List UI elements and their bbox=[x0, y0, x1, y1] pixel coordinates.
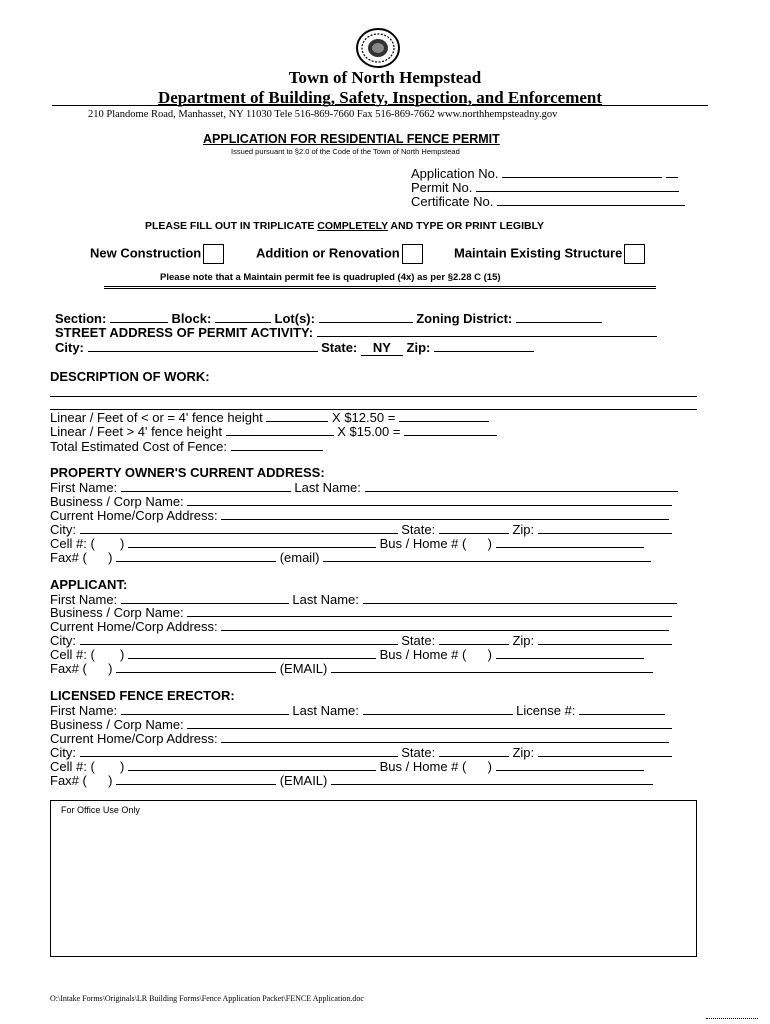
form-title: APPLICATION FOR RESIDENTIAL FENCE PERMIT bbox=[203, 132, 500, 146]
location-state-field[interactable]: NY bbox=[361, 340, 403, 356]
erector-heading: LICENSED FENCE ERECTOR: bbox=[50, 688, 235, 703]
certificate-no-label: Certificate No. bbox=[411, 194, 494, 209]
applicant-heading: APPLICANT: bbox=[50, 577, 128, 592]
applicant-bus-field[interactable] bbox=[496, 647, 644, 659]
erector-phone-row: Cell #: ( ) Bus / Home # ( ) bbox=[50, 759, 644, 774]
owner-address-field[interactable] bbox=[221, 508, 669, 520]
owner-phone-row: Cell #: ( ) Bus / Home # ( ) bbox=[50, 536, 644, 551]
total-cost-row: Total Estimated Cost of Fence: bbox=[50, 439, 323, 454]
erector-bus-field[interactable] bbox=[496, 759, 644, 771]
location-zip-field[interactable] bbox=[434, 340, 534, 352]
erector-zip-field[interactable] bbox=[538, 745, 672, 757]
owner-fax-field[interactable] bbox=[116, 550, 276, 562]
applicant-fax-area-field[interactable] bbox=[90, 662, 104, 673]
erector-name-row: First Name: Last Name: License #: bbox=[50, 703, 665, 718]
owner-bus-area-field[interactable] bbox=[470, 537, 484, 548]
erector-email-field[interactable] bbox=[331, 773, 653, 785]
department-name: Department of Building, Safety, Inspection, and Enforcement bbox=[157, 88, 603, 107]
owner-address-row: Current Home/Corp Address: bbox=[50, 508, 669, 523]
header-rule bbox=[52, 105, 708, 106]
applicant-address-row: Current Home/Corp Address: bbox=[50, 619, 669, 634]
erector-last-name-field[interactable] bbox=[363, 703, 513, 715]
owner-bus-field[interactable] bbox=[496, 536, 644, 548]
erector-license-field[interactable] bbox=[579, 703, 665, 715]
erector-fax-field[interactable] bbox=[116, 773, 276, 785]
owner-zip-field[interactable] bbox=[538, 522, 672, 534]
certificate-no-field[interactable] bbox=[497, 194, 685, 206]
applicant-city-field[interactable] bbox=[80, 633, 398, 645]
applicant-email-field[interactable] bbox=[331, 661, 653, 673]
applicant-cell-area-field[interactable] bbox=[98, 648, 116, 659]
erector-address-field[interactable] bbox=[221, 731, 669, 743]
owner-city-row: City: State: Zip: bbox=[50, 522, 672, 537]
location-city-field[interactable] bbox=[88, 340, 318, 352]
footer-mark bbox=[706, 1018, 758, 1019]
applicant-state-field[interactable] bbox=[439, 633, 509, 645]
permit-no-label: Permit No. bbox=[411, 180, 473, 195]
owner-heading: PROPERTY OWNER'S CURRENT ADDRESS: bbox=[50, 465, 325, 480]
owner-business-row: Business / Corp Name: bbox=[50, 494, 672, 509]
addition-option: Addition or Renovation bbox=[256, 244, 423, 264]
applicant-last-name-field[interactable] bbox=[363, 592, 677, 604]
city-row: City: State: NY Zip: bbox=[55, 340, 534, 356]
owner-fax-area-field[interactable] bbox=[90, 551, 104, 562]
maintain-checkbox[interactable] bbox=[624, 244, 645, 264]
erector-fax-area-field[interactable] bbox=[90, 774, 104, 785]
fill-instructions: PLEASE FILL OUT IN TRIPLICATE COMPLETELY AND TYPE OR PRINT LEGIBLY bbox=[145, 220, 545, 232]
issued-note: Issued pursuant to §2.0 of the Code of the Town of North Hempstead bbox=[231, 147, 460, 156]
erector-state-field[interactable] bbox=[439, 745, 509, 757]
street-row: STREET ADDRESS OF PERMIT ACTIVITY: bbox=[55, 325, 657, 340]
owner-cell-area-field[interactable] bbox=[98, 537, 116, 548]
erector-city-field[interactable] bbox=[80, 745, 398, 757]
applicant-business-row: Business / Corp Name: bbox=[50, 605, 672, 620]
street-address-field[interactable] bbox=[317, 325, 657, 337]
lots-field[interactable] bbox=[319, 311, 413, 323]
application-no-field[interactable] bbox=[502, 166, 662, 178]
owner-last-name-field[interactable] bbox=[365, 480, 678, 492]
application-no-row bbox=[411, 166, 678, 181]
maintain-option: Maintain Existing Structure bbox=[454, 244, 645, 264]
applicant-first-name-field[interactable] bbox=[121, 592, 289, 604]
fee1-feet-field[interactable] bbox=[266, 410, 328, 422]
erector-first-name-field[interactable] bbox=[121, 703, 289, 715]
erector-fax-row: Fax# ( ) (EMAIL) bbox=[50, 773, 653, 788]
department-address: 210 Plandome Road, Manhasset, NY 11030 Tele 516-869-7660 Fax 516-869-7662 www.northhempsteadny.gov bbox=[88, 109, 558, 120]
section-field[interactable] bbox=[110, 311, 168, 323]
owner-state-field[interactable] bbox=[439, 522, 509, 534]
description-label: DESCRIPTION OF WORK: bbox=[50, 369, 210, 384]
erector-address-row: Current Home/Corp Address: bbox=[50, 731, 669, 746]
location-row: Section: Block: Lot(s): Zoning District: bbox=[55, 311, 602, 326]
fee2-amount-field[interactable] bbox=[404, 424, 497, 436]
fee2-feet-field[interactable] bbox=[226, 424, 334, 436]
erector-city-row: City: State: Zip: bbox=[50, 745, 672, 760]
owner-business-field[interactable] bbox=[187, 494, 672, 506]
new-construction-checkbox[interactable] bbox=[203, 244, 224, 264]
fee1-amount-field[interactable] bbox=[399, 410, 489, 422]
erector-business-row: Business / Corp Name: bbox=[50, 717, 672, 732]
permit-no-row bbox=[411, 180, 679, 195]
new-construction-option: New Construction bbox=[90, 244, 224, 264]
description-line-1[interactable] bbox=[50, 396, 697, 397]
total-cost-field[interactable] bbox=[231, 439, 323, 451]
office-use-box[interactable] bbox=[50, 800, 697, 957]
owner-city-field[interactable] bbox=[80, 522, 398, 534]
footer-file-path: O:\Intake Forms\Originals\LR Building Forms\Fence Application Packet\FENCE Application.doc bbox=[50, 994, 364, 1003]
erector-bus-area-field[interactable] bbox=[470, 760, 484, 771]
applicant-bus-area-field[interactable] bbox=[470, 648, 484, 659]
erector-business-field[interactable] bbox=[187, 717, 672, 729]
erector-cell-field[interactable] bbox=[128, 759, 376, 771]
owner-fax-row: Fax# ( ) (email) bbox=[50, 550, 651, 565]
applicant-business-field[interactable] bbox=[187, 605, 672, 617]
fee-row-1: Linear / Feet of < or = 4' fence height X $12.50 = bbox=[50, 410, 489, 425]
permit-no-field[interactable] bbox=[476, 180, 679, 192]
applicant-address-field[interactable] bbox=[221, 619, 669, 631]
applicant-zip-field[interactable] bbox=[538, 633, 672, 645]
zoning-field[interactable] bbox=[516, 311, 602, 323]
town-seal-logo bbox=[356, 28, 400, 68]
block-field[interactable] bbox=[215, 311, 271, 323]
maintain-fee-note: Please note that a Maintain permit fee is quadrupled (4x) as per §2.28 C (15) bbox=[160, 272, 501, 283]
owner-email-field[interactable] bbox=[323, 550, 651, 562]
erector-cell-area-field[interactable] bbox=[98, 760, 116, 771]
addition-checkbox[interactable] bbox=[402, 244, 423, 264]
owner-first-name-field[interactable] bbox=[121, 480, 291, 492]
applicant-phone-row: Cell #: ( ) Bus / Home # ( ) bbox=[50, 647, 644, 662]
office-use-label: For Office Use Only bbox=[61, 805, 140, 815]
applicant-city-row: City: State: Zip: bbox=[50, 633, 672, 648]
town-name: Town of North Hempstead bbox=[288, 68, 482, 87]
owner-cell-field[interactable] bbox=[128, 536, 376, 548]
applicant-cell-field[interactable] bbox=[128, 647, 376, 659]
application-no-label: Application No. bbox=[411, 166, 499, 181]
applicant-fax-row: Fax# ( ) (EMAIL) bbox=[50, 661, 653, 676]
applicant-fax-field[interactable] bbox=[116, 661, 276, 673]
owner-name-row: First Name: Last Name: bbox=[50, 480, 678, 495]
separator-rule bbox=[104, 286, 656, 289]
fee-row-2: Linear / Feet > 4' fence height X $15.00 = bbox=[50, 424, 497, 439]
applicant-name-row: First Name: Last Name: bbox=[50, 592, 677, 607]
certificate-no-row bbox=[411, 194, 685, 209]
